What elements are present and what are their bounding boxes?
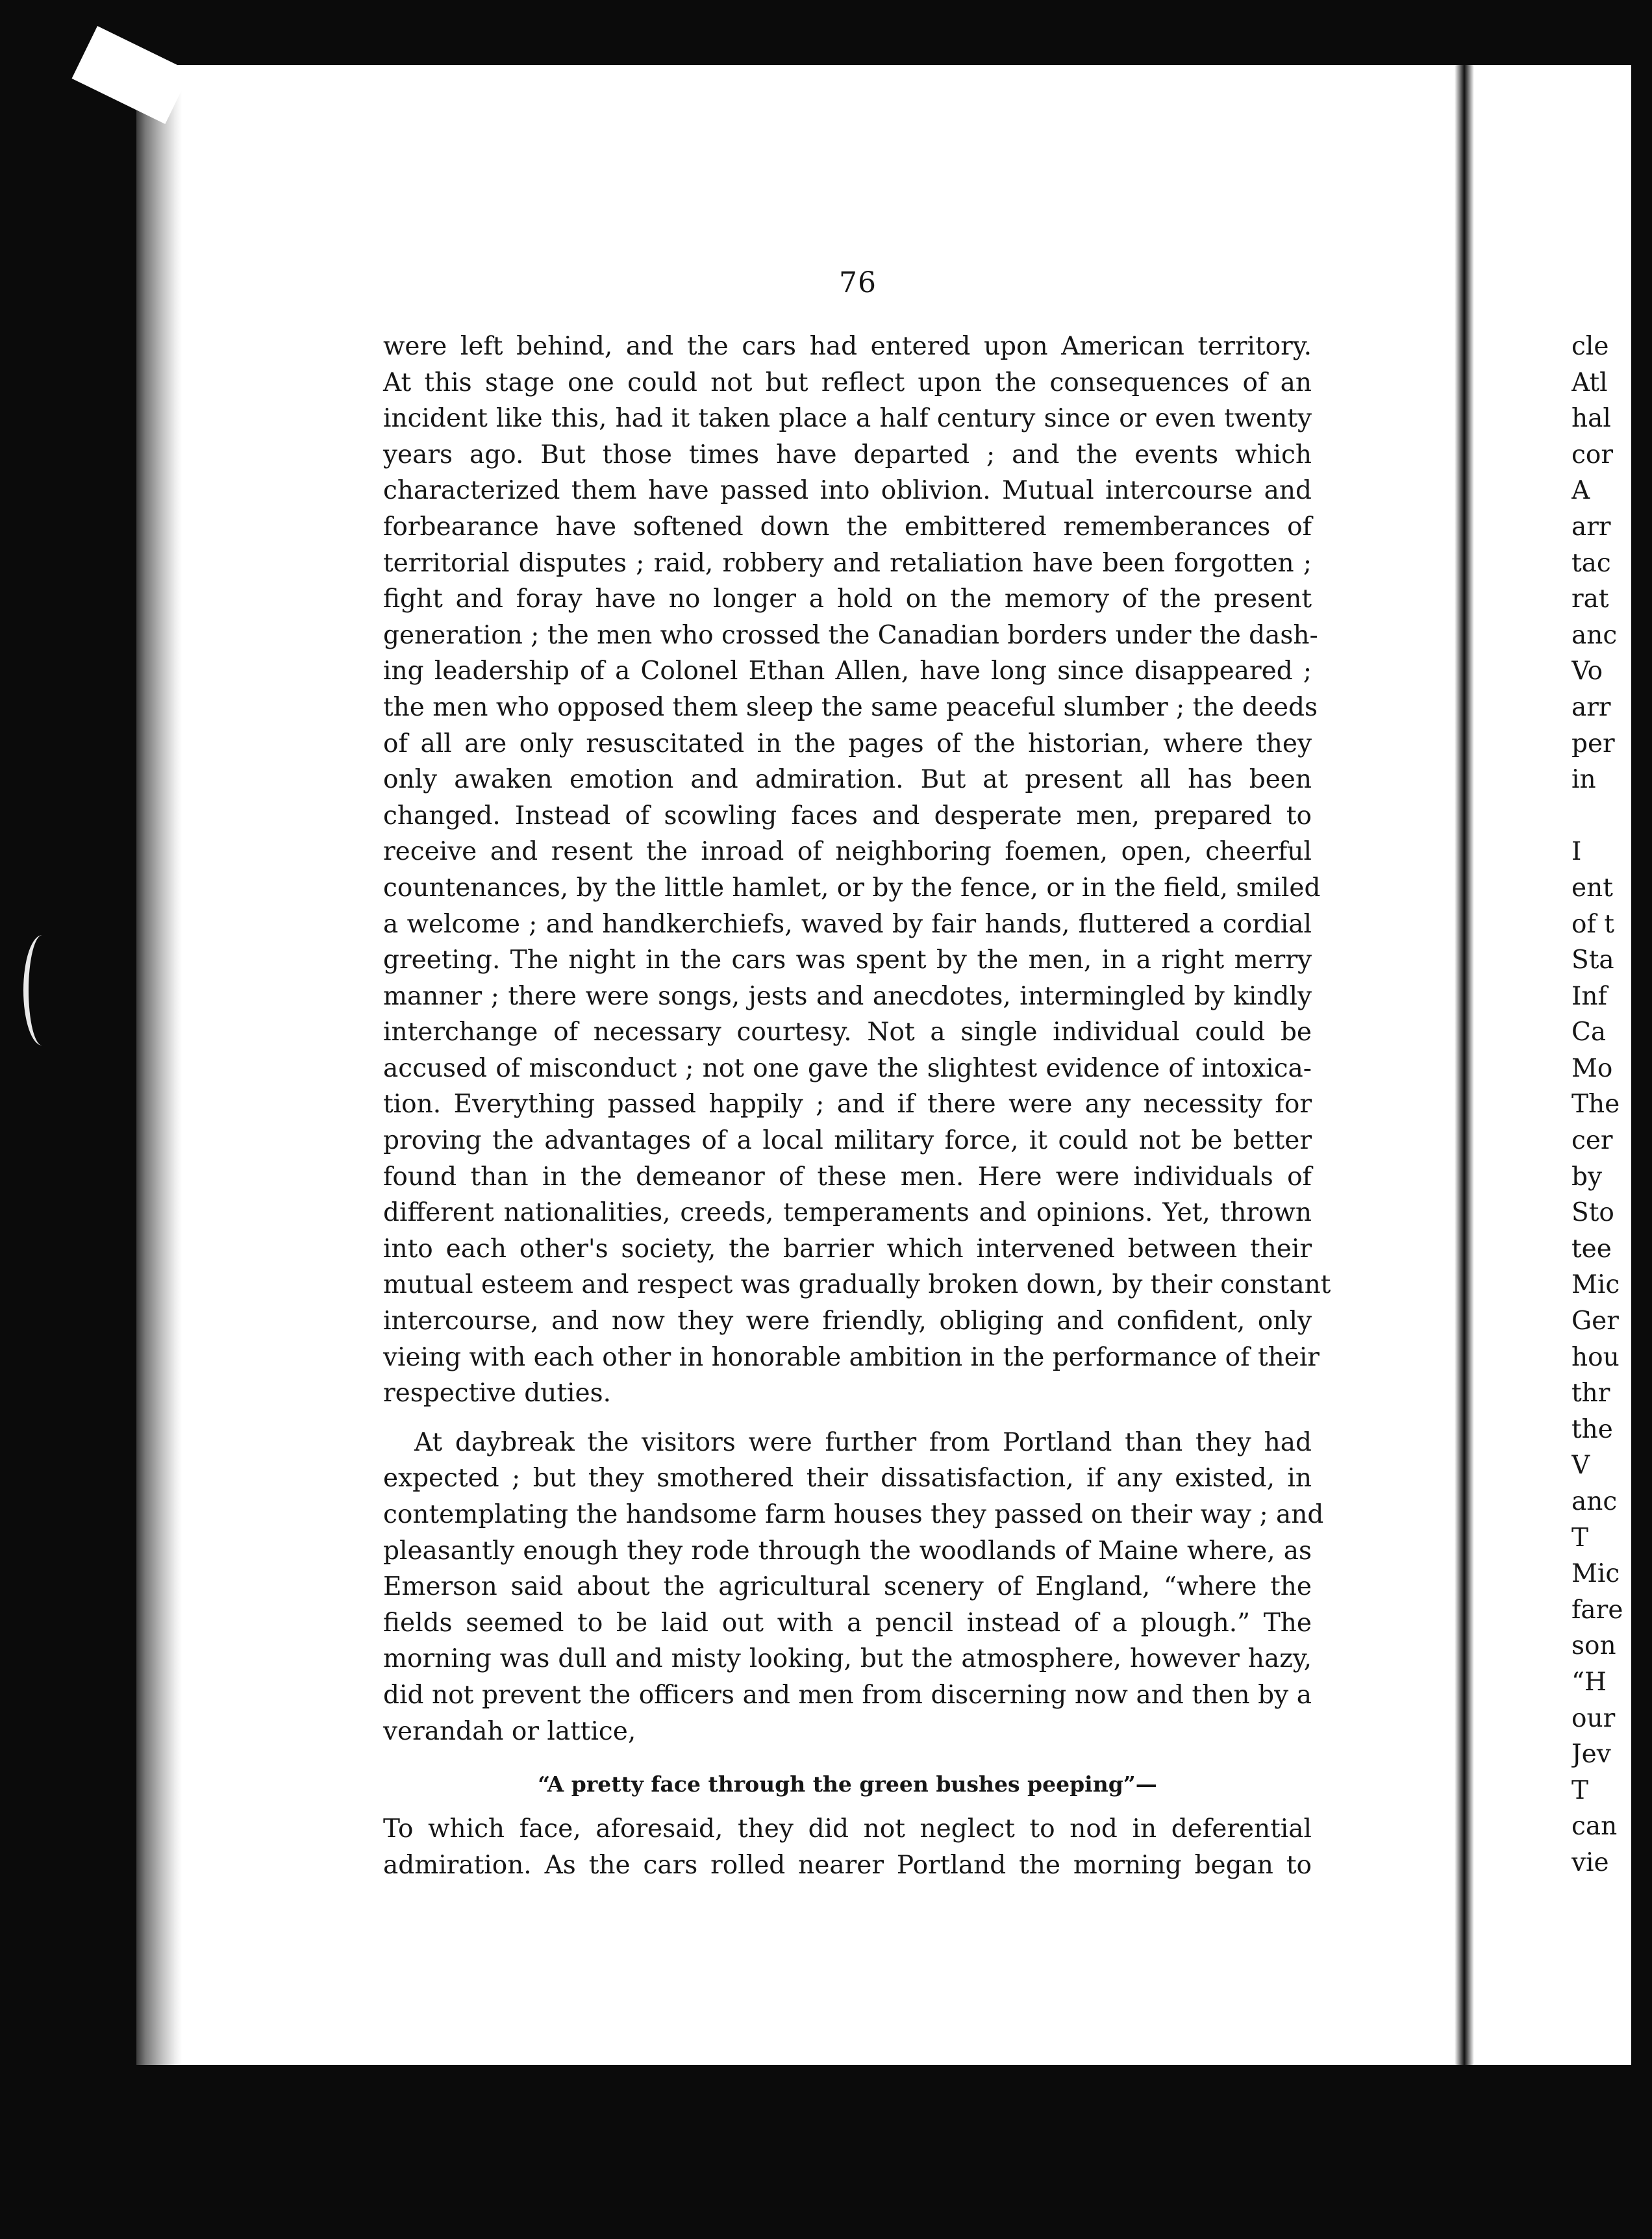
facing-line: Vo	[1571, 657, 1603, 686]
facing-line: rat	[1571, 584, 1609, 614]
text-line: verandah or lattice,	[383, 1716, 636, 1746]
text-line: intercourse, and now they were friendly, obliging and confident, only	[383, 1307, 1312, 1336]
facing-line: Jev	[1571, 1740, 1611, 1770]
facing-line: son	[1571, 1631, 1616, 1661]
text-line: fields seemed to be laid out with a pencil instead of a plough.” The	[383, 1608, 1312, 1638]
facing-line: cle	[1571, 332, 1609, 361]
facing-line: tee	[1571, 1234, 1612, 1264]
text-line: did not prevent the officers and men from discerning now and then by a	[383, 1680, 1312, 1710]
facing-line: arr	[1571, 692, 1611, 722]
text-line: At this stage one could not but reflect upon the consequences of an	[383, 368, 1312, 397]
text-line: territorial disputes ; raid, robbery and retaliation have been forgotten ;	[383, 548, 1312, 578]
text-line: vieing with each other in honorable ambition in the performance of their	[383, 1342, 1320, 1372]
facing-line: Ca	[1571, 1018, 1607, 1047]
text-line: fight and foray have no longer a hold on the memory of the present	[383, 584, 1312, 614]
text-line: At daybreak the visitors were further from Portland than they had	[414, 1427, 1312, 1457]
facing-line: The	[1571, 1090, 1620, 1120]
facing-line: vie	[1571, 1847, 1609, 1877]
facing-line: fare	[1571, 1595, 1623, 1625]
main-text-column	[383, 329, 1331, 1883]
facing-line: arr	[1571, 512, 1611, 542]
text-line: characterized them have passed into oblivion. Mutual intercourse and	[383, 476, 1312, 506]
page-edge-shadow	[136, 65, 182, 2065]
text-line: To which face, aforesaid, they did not neglect to nod in deferential	[383, 1814, 1312, 1844]
text-line: changed. Instead of scowling faces and desperate men, prepared to	[383, 801, 1312, 831]
facing-line: tac	[1571, 548, 1611, 578]
facing-line	[1571, 798, 1631, 834]
paragraph-1	[383, 329, 1331, 1412]
facing-line: of t	[1571, 909, 1614, 939]
facing-line: T	[1571, 1523, 1589, 1553]
text-line: generation ; the men who crossed the Canadian borders under the dash-	[383, 620, 1318, 650]
text-line: were left behind, and the cars had entered upon American territory.	[383, 332, 1312, 361]
text-line: accused of misconduct ; not one gave the slightest evidence of intoxica-	[383, 1053, 1312, 1083]
text-line: respective duties.	[383, 1379, 611, 1408]
facing-line: anc	[1571, 620, 1618, 650]
text-line: tion. Everything passed happily ; and if there were any necessity for	[383, 1090, 1312, 1120]
facing-line: the	[1571, 1414, 1613, 1444]
facing-line: hal	[1571, 404, 1611, 434]
text-line: of all are only resuscitated in the pages of the historian, where they	[383, 729, 1312, 758]
text-line: only awaken emotion and admiration. But at present all has been	[383, 765, 1312, 795]
facing-line: ent	[1571, 873, 1613, 903]
facing-line: anc	[1571, 1487, 1618, 1516]
scan-border-bottom	[0, 2065, 1652, 2239]
text-line: pleasantly enough they rode through the woodlands of Maine where, as	[383, 1536, 1312, 1566]
text-line: expected ; but they smothered their dissatisfaction, if any existed, in	[383, 1464, 1312, 1494]
paragraph-3	[383, 1811, 1312, 1883]
text-line: ing leadership of a Colonel Ethan Allen, have long since disappeared ;	[383, 657, 1312, 686]
text-line: admiration. As the cars rolled nearer Portland the morning began to	[383, 1850, 1312, 1880]
verse-quote: “A pretty face through the green bushes peeping”—	[538, 1771, 1157, 1797]
text-line: mutual esteem and respect was gradually broken down, by their constant	[383, 1270, 1331, 1300]
facing-line: our	[1571, 1703, 1616, 1733]
facing-line: Sto	[1571, 1198, 1614, 1228]
text-line: into each other's society, the barrier which intervened between their	[383, 1234, 1312, 1264]
paragraph-gap	[383, 1412, 1312, 1425]
facing-line: cer	[1571, 1126, 1613, 1156]
facing-line: Mic	[1571, 1559, 1620, 1589]
facing-line: Mic	[1571, 1270, 1620, 1300]
facing-line: thr	[1571, 1379, 1610, 1408]
facing-line: Atl	[1571, 368, 1608, 397]
facing-line: I	[1571, 837, 1582, 867]
facing-line: Sta	[1571, 945, 1614, 975]
facing-line: Mo	[1571, 1053, 1613, 1083]
facing-line: “H	[1571, 1667, 1607, 1697]
scan-border-right	[1631, 0, 1652, 2239]
facing-line: in	[1571, 765, 1596, 795]
text-line: contemplating the handsome farm houses they passed on their way ; and	[383, 1500, 1324, 1529]
facing-line: V	[1571, 1451, 1590, 1481]
facing-line: cor	[1571, 440, 1613, 469]
text-line: found than in the demeanor of these men. Here were individuals of	[383, 1162, 1312, 1192]
scan-border-left	[0, 0, 136, 2239]
facing-line: by	[1571, 1162, 1602, 1192]
text-line: years ago. But those times have departed ; and the events which	[383, 440, 1312, 469]
text-line: receive and resent the inroad of neighboring foemen, open, cheerful	[383, 837, 1312, 867]
text-line: different nationalities, creeds, temperaments and opinions. Yet, thrown	[383, 1198, 1312, 1228]
text-line: Emerson said about the agricultural scenery of England, “where the	[383, 1572, 1312, 1602]
facing-line: T	[1571, 1775, 1589, 1805]
book-gutter	[1455, 65, 1474, 2065]
text-line: proving the advantages of a local military force, it could not be better	[383, 1126, 1312, 1156]
text-line: greeting. The night in the cars was spent by the men, in a right merry	[383, 945, 1312, 975]
page-number: 76	[839, 266, 877, 299]
text-line: manner ; there were songs, jests and anecdotes, intermingled by kindly	[383, 981, 1312, 1011]
text-line: morning was dull and misty looking, but the atmosphere, however hazy,	[383, 1644, 1312, 1674]
text-line: forbearance have softened down the embittered rememberances of	[383, 512, 1312, 542]
facing-line: per	[1571, 729, 1615, 758]
facing-page-fragment	[1571, 329, 1631, 1881]
margin-mark	[23, 935, 61, 1045]
text-line: the men who opposed them sleep the same peaceful slumber ; the deeds	[383, 692, 1318, 722]
facing-line: Ger	[1571, 1307, 1619, 1336]
facing-line: hou	[1571, 1342, 1620, 1372]
text-line: interchange of necessary courtesy. Not a single individual could be	[383, 1018, 1312, 1047]
scan-border-top	[0, 0, 1652, 65]
paragraph-2	[383, 1425, 1324, 1749]
text-line: incident like this, had it taken place a half century since or even twenty	[383, 404, 1312, 434]
facing-line: Inf	[1571, 981, 1607, 1011]
facing-line: A	[1571, 476, 1590, 506]
facing-line: can	[1571, 1812, 1618, 1842]
text-line: countenances, by the little hamlet, or by the fence, or in the field, smiled	[383, 873, 1321, 903]
text-line: a welcome ; and handkerchiefs, waved by fair hands, fluttered a cordial	[383, 909, 1312, 939]
